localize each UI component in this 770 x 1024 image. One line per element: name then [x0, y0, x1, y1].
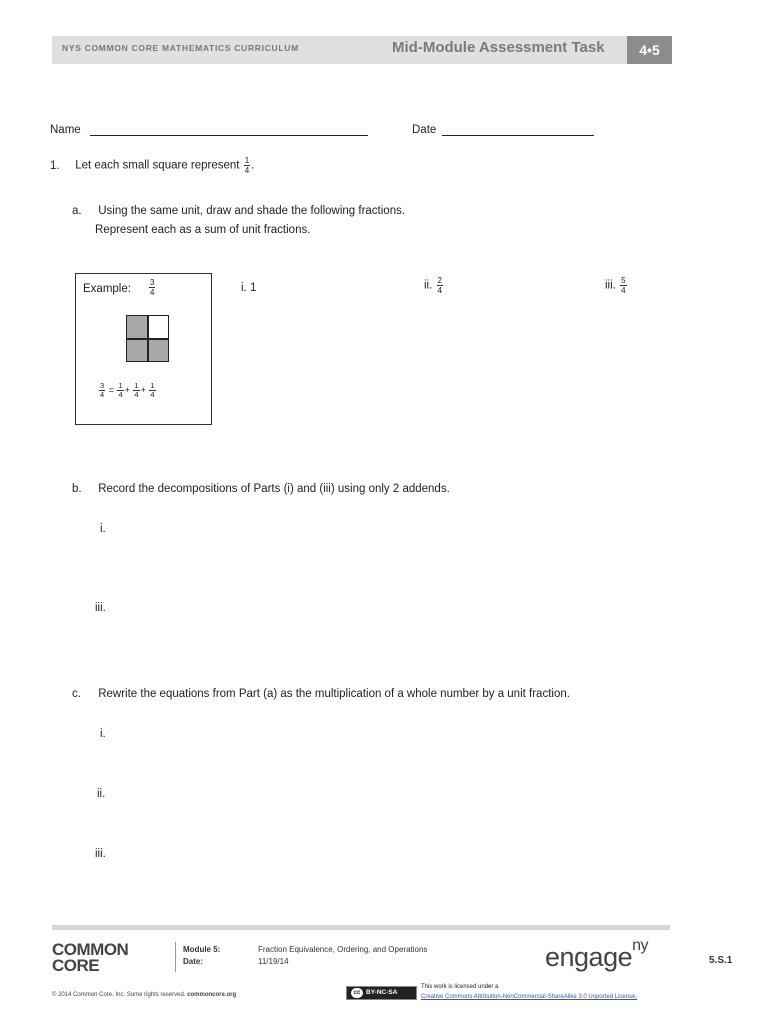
license-text: This work is licensed under a [421, 984, 499, 990]
example-label: Example: [83, 283, 131, 295]
grid-cell-shaded [126, 339, 148, 363]
part-a-item-iii [605, 276, 628, 295]
example-fraction [149, 278, 155, 297]
part-b-item-label: iii. [95, 602, 106, 614]
part-c-item-label: i. [100, 728, 106, 740]
equals-sign: = [108, 384, 114, 395]
copyright-text: © 2014 Common Core, Inc. Some rights reserved. [52, 992, 186, 998]
part-a-line1 [72, 205, 405, 217]
copyright-site: commoncore.org [187, 992, 237, 998]
engage-text: engage [545, 942, 633, 972]
cc-icon: cc [351, 988, 363, 998]
part-c-text: Rewrite the equations from Part (a) as the multiplication of a whole number by a unit fraction. [98, 688, 570, 700]
item-value: 1 [249, 282, 257, 294]
fraction-denominator: 4 [150, 288, 155, 297]
engage-sup: ny [632, 937, 649, 954]
part-b-text: Record the decompositions of Parts (i) and (iii) using only 2 addends. [98, 483, 450, 495]
fraction-denominator: 4 [100, 390, 105, 399]
fraction-denominator: 4 [118, 390, 123, 399]
part-b-item-label: i. [100, 523, 106, 535]
fraction-grid [126, 315, 169, 362]
grid-cell-shaded [148, 339, 170, 363]
fraction-numerator: 5 [621, 276, 626, 285]
part-c-item-label: ii. [97, 788, 106, 800]
curriculum-label: NYS COMMON CORE MATHEMATICS CURRICULUM [62, 43, 299, 53]
logo-line-1: COMMON [52, 940, 129, 959]
grade-module-badge: 4•5 [627, 36, 672, 64]
item-label: iii. [605, 279, 616, 292]
fraction-denominator: 4 [134, 390, 139, 399]
footer-date-value: 11/19/14 [258, 957, 289, 966]
grid-cell-shaded [126, 315, 148, 339]
common-core-logo [52, 942, 128, 974]
equation-fraction [99, 382, 105, 399]
part-c-item-label: iii. [95, 848, 106, 860]
plus-sign: + [140, 384, 146, 395]
fraction-denominator: 4 [150, 390, 155, 399]
fraction-denominator: 4 [437, 286, 442, 295]
example-box [75, 273, 212, 425]
example-equation [98, 382, 157, 399]
page-title: Mid-Module Assessment Task [392, 39, 605, 56]
copyright [52, 992, 236, 998]
fraction-denominator: 4 [621, 286, 626, 295]
fraction-numerator: 1 [134, 381, 139, 390]
fraction-numerator: 3 [100, 381, 105, 390]
name-field[interactable] [90, 135, 368, 136]
fraction-numerator: 1 [118, 381, 123, 390]
question-1 [50, 156, 254, 175]
equation-fraction [133, 382, 139, 399]
fraction-numerator: 1 [244, 156, 250, 165]
cc-license-badge[interactable] [346, 986, 417, 1000]
plus-sign: + [124, 384, 130, 395]
question-number: 1. [50, 159, 60, 172]
part-a-text-2: Represent each as a sum of unit fractions. [95, 224, 311, 236]
module-label: Module 5: [183, 945, 221, 954]
logo-line-2: CORE [52, 956, 100, 975]
fraction-numerator: 2 [437, 276, 442, 285]
item-label: ii. [424, 279, 433, 292]
footer-date-label: Date: [183, 957, 204, 966]
fraction-numerator: 1 [150, 381, 155, 390]
name-label: Name [50, 124, 81, 136]
footer-divider [175, 942, 176, 972]
license-badge-text: BY-NC-SA [366, 989, 398, 996]
part-b [72, 483, 450, 495]
part-b-letter: b. [72, 483, 82, 495]
item-fraction [437, 276, 443, 295]
part-a-item-i [241, 282, 256, 294]
part-c [72, 688, 570, 700]
part-a-item-ii [424, 276, 444, 295]
license-link[interactable]: Creative Commons Attribution-NonCommercial-ShareAlike 3.0 Unported License. [421, 994, 638, 1000]
module-value: Fraction Equivalence, Ordering, and Operations [258, 945, 428, 954]
equation-fraction [117, 382, 123, 399]
footer-rule [52, 925, 670, 930]
question-text: Let each small square represent [75, 159, 240, 172]
part-a-letter: a. [72, 205, 82, 217]
equation-fraction [149, 382, 155, 399]
date-field[interactable] [442, 135, 594, 136]
date-label: Date [412, 124, 437, 136]
page-code: 5.S.1 [709, 955, 733, 966]
fraction-numerator: 3 [150, 278, 155, 287]
unit-fraction [244, 156, 250, 175]
item-label: i. [241, 282, 247, 294]
fraction-denominator: 4 [244, 166, 250, 175]
part-a-text-1: Using the same unit, draw and shade the following fractions. [98, 205, 406, 217]
grid-cell-empty [148, 315, 170, 339]
question-trail: . [251, 159, 255, 172]
item-fraction [620, 276, 626, 295]
engageny-logo [545, 937, 649, 973]
part-c-letter: c. [72, 688, 81, 700]
